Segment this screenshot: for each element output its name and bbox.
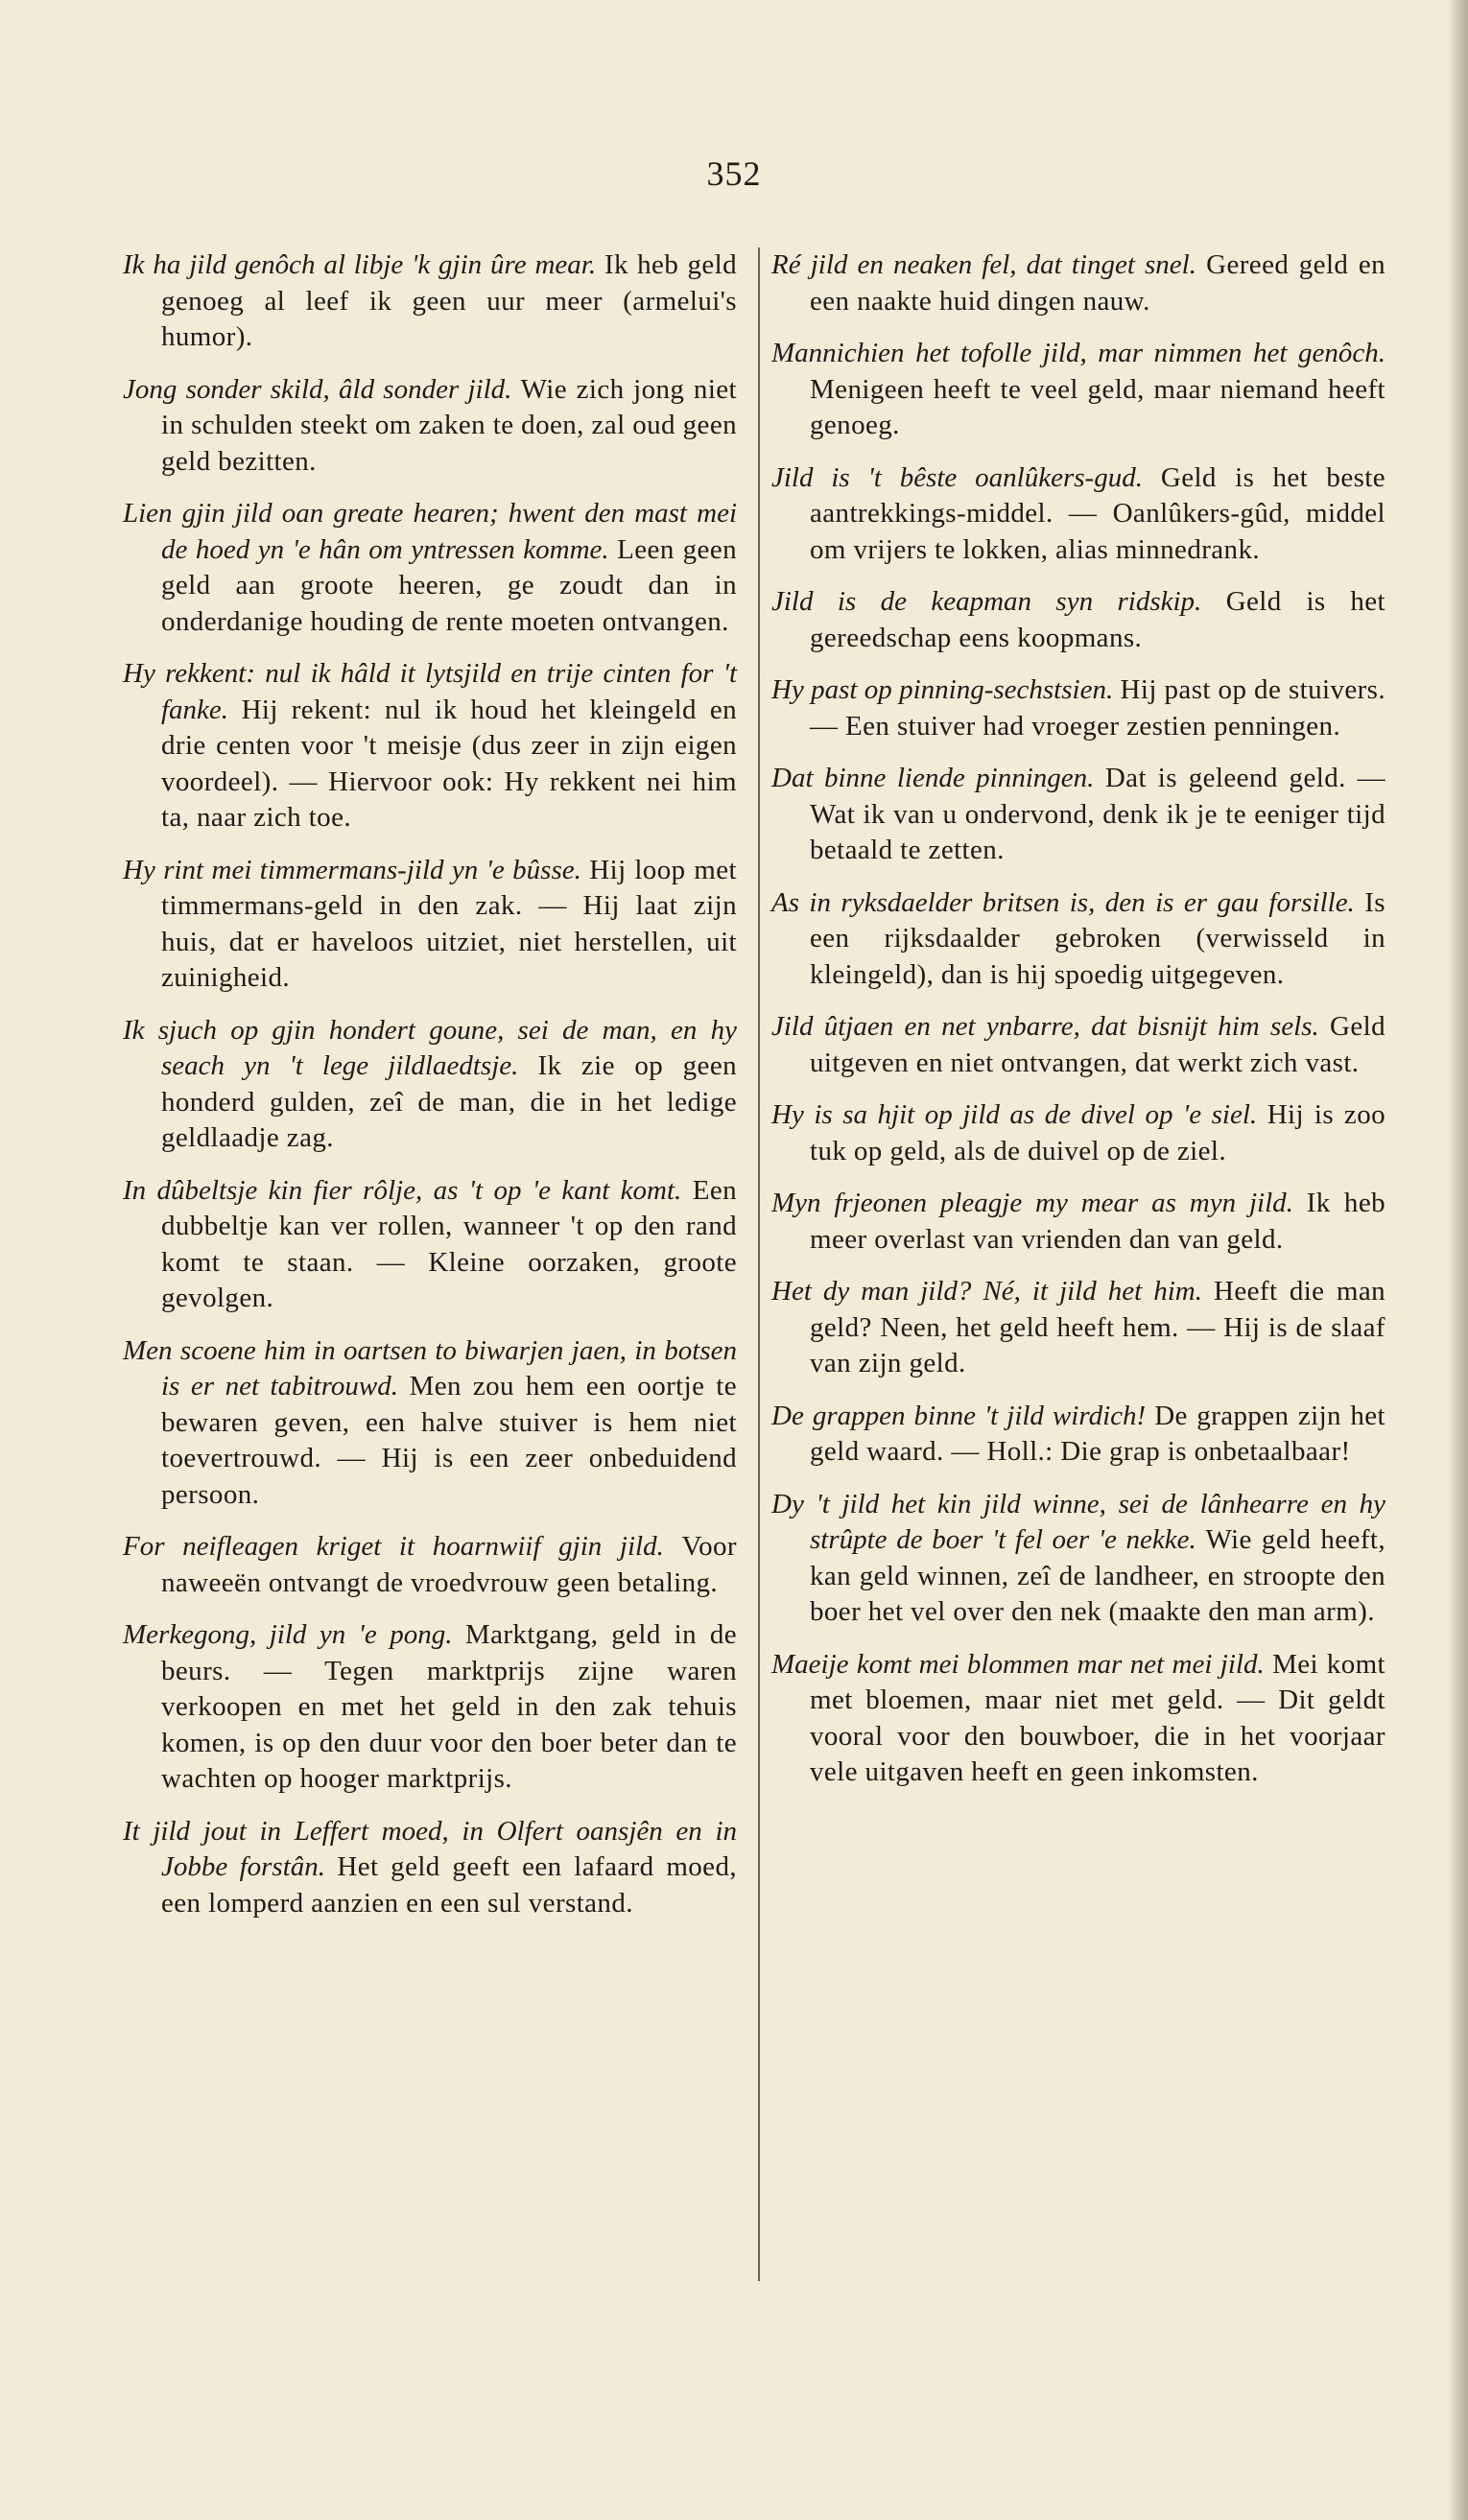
proverb-entry	[123, 1529, 737, 1601]
proverb-gloss: Is een rijksdaalder gebroken (verwisseld in kleingeld), dan is hij spoedig uitgegeven.	[810, 886, 1385, 990]
proverb-text: Jild is 't bêste oanlûkers-gud.	[771, 461, 1143, 493]
proverb-entry	[771, 460, 1385, 569]
proverb-text: Merkegong, jild yn 'e pong.	[123, 1619, 453, 1650]
proverb-gloss: Ik zie op geen honderd gulden, zeî de man, die in het ledige geldlaadje zag.	[161, 1050, 737, 1153]
proverb-entry	[123, 1173, 737, 1317]
proverb-entry	[123, 853, 737, 997]
proverb-gloss: Een dubbeltje kan ver rollen, wanneer 't op den rand komt te staan. — Kleine oorzaken, groote gevolgen.	[161, 1174, 737, 1313]
proverb-text: Ik sjuch op gjin hondert goune, sei de man, en hy seach yn 't lege jildlaedtsje.	[123, 1014, 737, 1081]
proverb-entry	[771, 1097, 1385, 1169]
proverb-gloss: Ik heb geld genoeg al leef ik geen uur meer (armelui's humor).	[161, 249, 738, 352]
proverb-entry	[771, 885, 1385, 994]
proverb-text: Ik ha jild genôch al libje 'k gjin ûre mear.	[123, 249, 597, 280]
proverb-entry	[123, 1333, 737, 1514]
proverb-entry	[771, 1487, 1385, 1631]
proverb-text: Mannichien het tofolle jild, mar nimmen het genôch.	[771, 338, 1385, 368]
proverb-text: Jong sonder skild, âld sonder jild.	[123, 373, 512, 405]
proverb-entry	[771, 1647, 1385, 1791]
proverb-gloss: Gereed geld en een naakte huid dingen nauw.	[810, 249, 1386, 317]
column-divider	[758, 247, 760, 2281]
proverb-entry	[771, 761, 1385, 869]
proverb-text: Dy 't jild het kin jild winne, sei de lânhearre en hy strûpte de boer 't fel oer 'e nekke.	[771, 1488, 1385, 1555]
proverb-gloss: Leen geen geld aan groote heeren, ge zoudt dan in onderdanige houding de rente moeten ontvangen.	[161, 533, 737, 637]
proverb-entry	[771, 247, 1385, 319]
proverb-entry	[771, 336, 1385, 444]
proverb-text: Hy is sa hjit op jild as de divel op 'e siel.	[771, 1099, 1258, 1130]
proverb-entry	[123, 372, 737, 481]
proverb-entry	[771, 1399, 1385, 1471]
proverb-gloss: Ik heb meer overlast van vrienden dan van geld.	[810, 1188, 1385, 1255]
proverb-text: Hy past op pinning-sechstsien.	[771, 674, 1114, 705]
proverb-gloss: Hij is zoo tuk op geld, als de duivel op de ziel.	[810, 1099, 1386, 1166]
proverb-gloss: Hij loop met timmermans-geld in den zak. — Hij laat zijn huis, dat er haveloos uitziet, niet herstellen, uit zuinigheid.	[161, 854, 737, 993]
proverb-entry	[123, 1013, 737, 1157]
proverb-entry	[771, 1186, 1385, 1258]
proverb-text: As in ryksdaelder britsen is, den is er gau forsille.	[771, 886, 1355, 918]
proverb-gloss: Dat is geleend geld. — Wat ik van u ondervond, denk ik je te eeniger tijd betaald te zetten.	[810, 763, 1385, 865]
proverb-text: Jild ûtjaen en net ynbarre, dat bisnijt him sels.	[771, 1011, 1319, 1042]
proverb-gloss: Heeft die man geld? Neen, het geld heeft hem. — Hij is de slaaf van zijn geld.	[810, 1276, 1386, 1378]
proverb-gloss: De grappen zijn het geld waard. — Holl.: Die grap is onbetaalbaar!	[810, 1400, 1386, 1467]
proverb-gloss: Geld is het gereedschap eens koopmans.	[810, 586, 1386, 653]
proverb-entry	[123, 1617, 737, 1798]
proverb-entry	[771, 584, 1385, 656]
proverb-text: Hy rekkent: nul ik hâld it lytsjild en trije cinten for 't fanke.	[123, 658, 737, 725]
proverb-text: Ré jild en neaken fel, dat tinget snel.	[771, 249, 1196, 280]
proverb-text: Men scoene him in oartsen to biwarjen jaen, in botsen is er net tabitrouwd.	[123, 1334, 737, 1401]
proverb-entry	[123, 656, 737, 836]
proverb-gloss: Voor naweeën ontvangt de vroedvrouw geen betaling.	[161, 1531, 737, 1598]
proverb-gloss: Hij past op de stuivers. — Een stuiver had vroeger zestien penningen.	[810, 674, 1386, 742]
proverb-text: Het dy man jild? Né, it jild het him.	[771, 1276, 1202, 1307]
proverb-gloss: Het geld geeft een lafaard moed, een lomperd aanzien en een sul verstand.	[161, 1851, 737, 1919]
page-number: 352	[706, 154, 762, 193]
page-edge-shadow	[1447, 0, 1468, 2520]
right-column	[771, 247, 1385, 1807]
proverb-text: Hy rint mei timmermans-jild yn 'e bûsse.	[123, 854, 581, 885]
proverb-gloss: Wie zich jong niet in schulden steekt om zaken te doen, zal oud geen geld bezitten.	[161, 373, 738, 477]
proverb-entry	[771, 672, 1385, 744]
proverb-text: Maeije komt mei blommen mar net mei jild.	[771, 1648, 1265, 1680]
proverb-text: Dat binne liende pinningen.	[771, 763, 1095, 793]
left-column	[123, 247, 737, 1938]
proverb-text: Jild is de keapman syn ridskip.	[771, 586, 1202, 617]
proverb-entry	[771, 1009, 1385, 1081]
proverb-entry	[771, 1274, 1385, 1382]
proverb-entry	[123, 1814, 737, 1922]
proverb-text: Lien gjin jild oan greate hearen; hwent den mast mei de hoed yn 'e hân om yntressen komme.	[123, 498, 737, 565]
proverb-text: De grappen binne 't jild wirdich!	[771, 1400, 1147, 1431]
proverb-gloss: Geld is het beste aantrekkings-middel. — Oanlûkers-gûd, middel om vrijers te lokken, alias minnedrank.	[810, 461, 1386, 565]
proverb-text: Myn frjeonen pleagje my mear as myn jild.	[771, 1188, 1293, 1218]
proverb-gloss: Mei komt met bloemen, maar niet met geld. — Dit geldt vooral voor den bouwboer, die in het voorjaar vele uitgaven heeft en geen inkomsten.	[810, 1648, 1386, 1787]
proverb-gloss: Geld uitgeven en niet ontvangen, dat werkt zich vast.	[810, 1011, 1385, 1078]
proverb-gloss: Menigeen heeft te veel geld, maar niemand heeft genoeg.	[810, 373, 1385, 440]
proverb-gloss: Hij rekent: nul ik houd het kleingeld en drie centen voor 't meisje (dus zeer in zijn eigen voordeel). — Hiervoor ook: Hy rekkent nei him ta, naar zich toe.	[161, 694, 738, 833]
proverb-text: It jild jout in Leffert moed, in Olfert oansjên en in Jobbe forstân.	[123, 1815, 737, 1882]
proverb-gloss: Men zou hem een oortje te bewaren geven, een halve stuiver is hem niet toevertrouwd. — Hij is een zeer onbeduidend persoon.	[161, 1371, 738, 1510]
proverb-gloss: Marktgang, geld in de beurs. — Tegen marktprijs zijne waren verkoopen en met het geld in den zak tehuis komen, is op den duur voor den boer beter dan te wachten op hooger marktprijs.	[161, 1619, 737, 1794]
proverb-gloss: Wie geld heeft, kan geld winnen, zeî de landheer, en stroopte den boer het vel over den nek (maakte den man arm).	[810, 1524, 1385, 1627]
proverb-entry	[123, 247, 737, 356]
proverb-text: In dûbeltsje kin fier rôlje, as 't op 'e kant komt.	[123, 1174, 682, 1206]
proverb-entry	[123, 496, 737, 640]
proverb-text: For neifleagen kriget it hoarnwiif gjin jild.	[123, 1531, 664, 1562]
